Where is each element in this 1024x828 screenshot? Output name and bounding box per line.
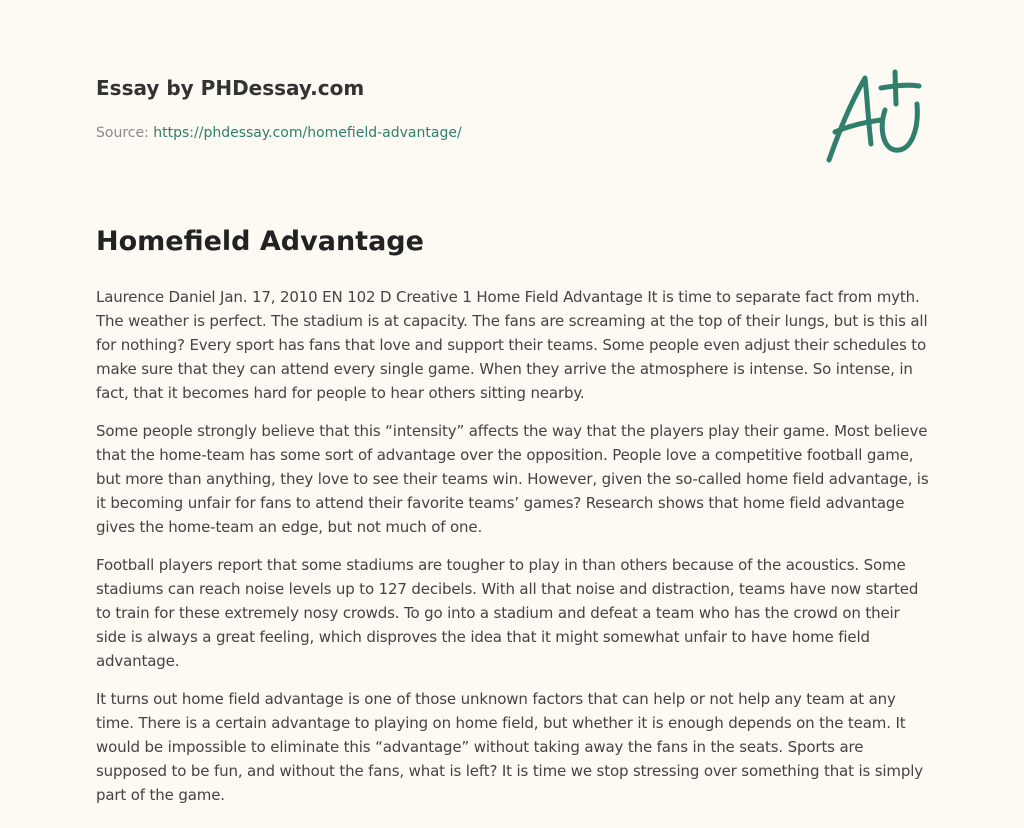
site-brand: Essay by PHDessay.com (96, 76, 365, 100)
source-label: Source: (96, 125, 149, 141)
essay-paragraph: Laurence Daniel Jan. 17, 2010 EN 102 D Creative 1 Home Field Advantage It is time to separate fact from myth. The weather is perfect. The stadium is at capacity. The fans are screaming at the top of their lungs, but is this all for nothing? Every sport has fans that love and support their teams. Some people even adjust their schedules to make sure that they can attend every single game. When they arrive the atmosphere is intense. So intense, in fact, that it becomes hard for people to hear others sitting nearby. (96, 288, 928, 402)
essay-title: Homefield Advantage (96, 226, 424, 257)
essay-paragraph: Some people strongly believe that this “intensity” affects the way that the players play their game. Most believe that the home-team has some sort of advantage over the opposition. People love a competitive football game, but more than anything, they love to see their teams win. However, given the so-called home field advantage, is it becoming unfair for fans to attend their favorite teams’ games? Research shows that home field advantage gives the home-team an edge, but not much of one. (96, 422, 929, 536)
a-plus-logo-icon (821, 66, 931, 166)
essay-body (96, 285, 930, 821)
essay-paragraph: Football players report that some stadiums are tougher to play in than others because of the acoustics. Some stadiums can reach noise levels up to 127 decibels. With all that noise and distraction, teams have now started to train for these extremely nosy crowds. To go into a stadium and defeat a team who has the crowd on their side is always a great feeling, which disproves the idea that it might somewhat unfair to have home field advantage. (96, 556, 919, 670)
essay-paragraph: It turns out home field advantage is one of those unknown factors that can help or not help any team at any time. There is a certain advantage to playing on home field, but whether it is enough depends on the team. It would be impossible to eliminate this “advantage” without taking away the fans in the seats. Sports are supposed to be fun, and without the fans, what is left? It is time we stop stressing over something that is simply part of the game. (96, 690, 924, 804)
source-line (96, 125, 462, 141)
source-link[interactable]: https://phdessay.com/homefield-advantage/ (153, 125, 462, 141)
